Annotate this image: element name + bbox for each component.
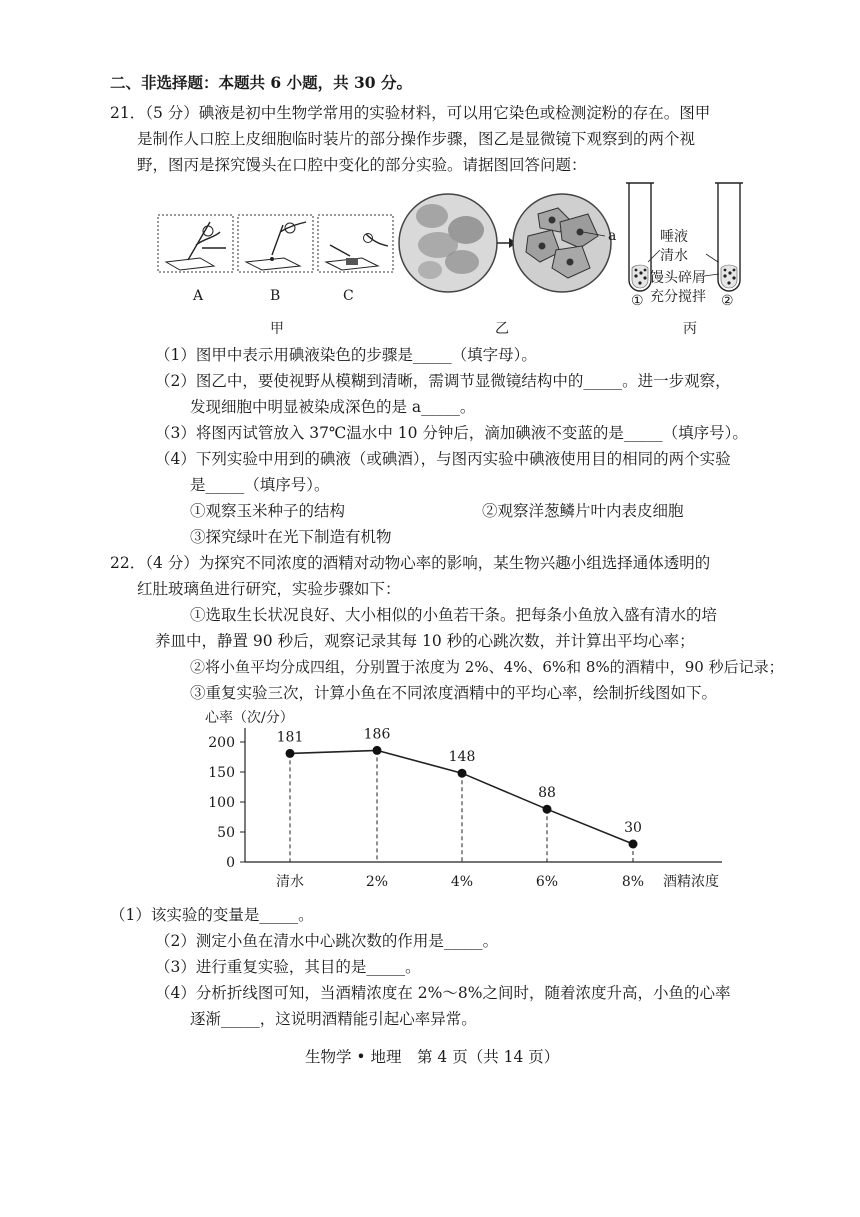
y-axis-label: 心率（次/分） bbox=[205, 710, 294, 726]
q22-step1b: 养皿中，静置 90 秒后，观察记录其每 10 秒的心跳次数，并计算出平均心率； bbox=[155, 632, 695, 650]
data-label: 186 bbox=[363, 726, 391, 743]
q21-sub4a: （4）下列实验中用到的碘液（或碘酒），与图丙实验中碘液使用目的相同的两个实验 bbox=[155, 450, 731, 468]
fig-jia-caption: 甲 bbox=[270, 321, 284, 337]
fig-yi-caption: 乙 bbox=[495, 321, 509, 337]
data-point bbox=[629, 840, 638, 849]
data-label: 148 bbox=[448, 749, 476, 766]
q22-sub4a: （4）分析折线图可知，当酒精浓度在 2%～8%之间时，随着浓度升高，小鱼的心率 bbox=[155, 984, 731, 1002]
x-axis-label: 酒精浓度 bbox=[663, 874, 719, 890]
fig-bing-label-bread: 馒头碎屑 bbox=[650, 270, 706, 286]
q21-line3: 野，图丙是探究馒头在口腔中变化的部分实验。请据图回答问题： bbox=[137, 156, 587, 174]
q21-option-3: ③探究绿叶在光下制造有机物 bbox=[190, 528, 392, 546]
y-tick-label: 100 bbox=[208, 795, 235, 811]
q21-sub2b: 发现细胞中明显被染成深色的是 a_____。 bbox=[190, 398, 476, 416]
q22-step3: ③重复实验三次，计算小鱼在不同浓度酒精中的平均心率，绘制折线图如下。 bbox=[190, 684, 718, 702]
y-tick-label: 50 bbox=[217, 825, 235, 841]
q21-sub4b: 是_____（填序号）。 bbox=[190, 476, 330, 494]
q22-sub1: （1）该实验的变量是_____。 bbox=[110, 906, 314, 924]
fig-jia-step-b-label: B bbox=[270, 288, 281, 304]
q21-option-2: ②观察洋葱鳞片叶内表皮细胞 bbox=[482, 502, 684, 520]
q22-step1a: ①选取生长状况良好、大小相似的小鱼若干条。把每条小鱼放入盛有清水的培 bbox=[190, 606, 718, 624]
x-tick-label: 4% bbox=[450, 874, 474, 890]
fig-bing-caption: 丙 bbox=[683, 321, 697, 337]
y-tick-label: 150 bbox=[208, 765, 235, 781]
x-tick-label: 8% bbox=[621, 874, 645, 890]
fig-bing-label-saliva: 唾液 bbox=[660, 229, 688, 245]
x-tick-label: 2% bbox=[365, 874, 389, 890]
y-tick-label: 200 bbox=[208, 735, 235, 751]
q21-sub1: （1）图甲中表示用碘液染色的步骤是_____（填字母）。 bbox=[155, 346, 537, 364]
data-label: 181 bbox=[276, 729, 304, 746]
fig-jia-step-c-label: C bbox=[343, 288, 354, 304]
q22-sub4b: 逐渐_____，这说明酒精能引起心率异常。 bbox=[190, 1010, 477, 1028]
fig-bing-label-stir: 充分搅拌 bbox=[650, 289, 706, 305]
q21-option-1: ①观察玉米种子的结构 bbox=[190, 502, 346, 520]
fig-bing-tube1-label: ① bbox=[631, 293, 644, 309]
data-point bbox=[543, 805, 552, 814]
data-label: 30 bbox=[624, 820, 642, 836]
data-point bbox=[458, 769, 467, 778]
fig-bing-tube2-label: ② bbox=[721, 293, 734, 309]
x-tick-label: 6% bbox=[535, 874, 559, 890]
data-point bbox=[286, 749, 295, 758]
x-tick-label: 清水 bbox=[276, 874, 304, 890]
data-label: 88 bbox=[538, 785, 556, 802]
fig-yi-label-a: a bbox=[608, 228, 617, 244]
q22-sub2: （2）测定小鱼在清水中心跳次数的作用是_____。 bbox=[155, 932, 499, 950]
y-tick-label: 0 bbox=[226, 855, 235, 871]
data-point bbox=[373, 746, 382, 755]
q21-sub3: （3）将图丙试管放入 37℃温水中 10 分钟后，滴加碘液不变蓝的是_____（填序号）。 bbox=[155, 424, 748, 442]
fig-jia-step-a-label: A bbox=[193, 288, 204, 304]
page-footer: 生物学 • 地理 第 4 页（共 14 页） bbox=[305, 1048, 560, 1066]
q22-line2: 红肚玻璃鱼进行研究，实验步骤如下： bbox=[137, 580, 401, 598]
q21-sub2a: （2）图乙中，要使视野从模糊到清晰，需调节显微镜结构中的_____。进一步观察， bbox=[155, 372, 731, 390]
q21-line2: 是制作人口腔上皮细胞临时装片的部分操作步骤，图乙是显微镜下观察到的两个视 bbox=[137, 130, 696, 148]
q21-line1: 21．（5 分）碘液是初中生物学常用的实验材料，可以用它染色或检测淀粉的存在。图甲 bbox=[110, 104, 711, 122]
q22-line1: 22．（4 分）为探究不同浓度的酒精对动物心率的影响，某生物兴趣小组选择通体透明的 bbox=[110, 554, 711, 572]
section-title: 二、非选择题：本题共 6 小题，共 30 分。 bbox=[110, 73, 412, 92]
q22-step2: ②将小鱼平均分成四组，分别置于浓度为 2%、4%、6%和 8%的酒精中，90 秒后记录； bbox=[190, 658, 784, 676]
q22-sub3: （3）进行重复实验，其目的是_____。 bbox=[155, 958, 421, 976]
fig-bing-label-water: 清水 bbox=[660, 248, 688, 264]
